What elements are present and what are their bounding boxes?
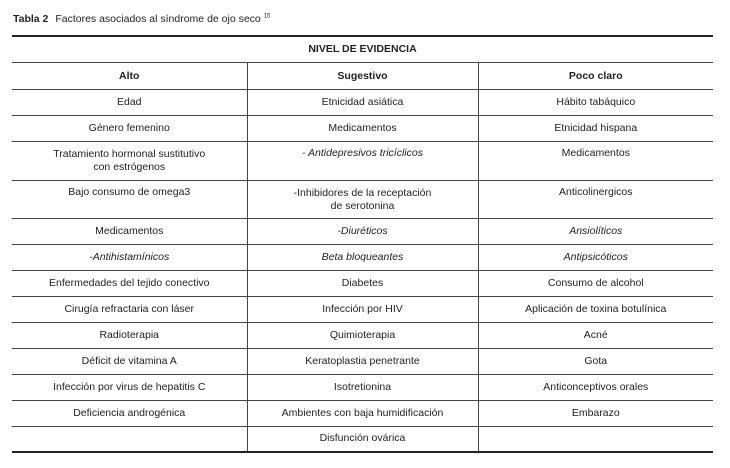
table-cell: Disfunción ovárica xyxy=(247,427,478,452)
evidence-table xyxy=(12,35,713,453)
table-cell: -Antihistamínicos xyxy=(12,245,247,271)
table-cell: Isotretionina xyxy=(247,375,478,401)
table-cell: Infección por virus de hepatitis C xyxy=(12,375,247,401)
table-row xyxy=(12,271,713,297)
table-row xyxy=(12,90,713,116)
caption-text: Factores asociados al síndrome de ojo seco xyxy=(55,13,261,25)
table-row xyxy=(12,427,713,452)
table-cell: Etnicidad asiática xyxy=(247,90,478,116)
table-cell: Ansiolíticos xyxy=(478,219,713,245)
table-cell: - Antidepresivos tricíclicos xyxy=(247,142,478,181)
table-row xyxy=(12,116,713,142)
table-row xyxy=(12,142,713,181)
table-cell: Keratoplastia penetrante xyxy=(247,349,478,375)
table-row xyxy=(12,245,713,271)
table-cell: Beta bloqueantes xyxy=(247,245,478,271)
table-cell: -Inhibidores de la receptación de serotonina xyxy=(247,181,478,219)
table-cell: Antipsicóticos xyxy=(478,245,713,271)
table-cell: Quimioterapia xyxy=(247,323,478,349)
table-row xyxy=(12,401,713,427)
table-cell: Tratamiento hormonal sustitutivo con estrógenos xyxy=(12,142,247,181)
table-cell: Radioterapia xyxy=(12,323,247,349)
table-cell: Infección por HIV xyxy=(247,297,478,323)
table-row xyxy=(12,323,713,349)
table-row xyxy=(12,349,713,375)
column-header-poco-claro: Poco claro xyxy=(478,63,713,90)
table-cell: -Diuréticos xyxy=(247,219,478,245)
column-header-alto: Alto xyxy=(12,63,247,90)
table-row xyxy=(12,181,713,219)
column-header-sugestivo: Sugestivo xyxy=(247,63,478,90)
table-cell: Medicamentos xyxy=(247,116,478,142)
group-header: NIVEL DE EVIDENCIA xyxy=(12,36,713,63)
table-row xyxy=(12,219,713,245)
table-cell: Hábito tabáquico xyxy=(478,90,713,116)
table-cell: Deficiencia androgénica xyxy=(12,401,247,427)
caption-reference: 15 xyxy=(263,13,271,20)
table-cell: Déficit de vitamina A xyxy=(12,349,247,375)
table-cell: Anticolinergicos xyxy=(478,181,713,219)
table-cell: Medicamentos xyxy=(478,142,713,181)
table-cell: Anticonceptivos orales xyxy=(478,375,713,401)
table-caption xyxy=(13,13,270,25)
caption-label: Tabla 2 xyxy=(13,13,49,25)
table-cell: Bajo consumo de omega3 xyxy=(12,181,247,219)
table-row xyxy=(12,297,713,323)
table-row xyxy=(12,375,713,401)
table-cell: Edad xyxy=(12,90,247,116)
table-cell: Medicamentos xyxy=(12,219,247,245)
table-cell: Género femenino xyxy=(12,116,247,142)
table-cell: Etnicidad hispana xyxy=(478,116,713,142)
table-cell xyxy=(478,427,713,452)
table-cell: Ambientes con baja humidificación xyxy=(247,401,478,427)
table-cell: Consumo de alcohol xyxy=(478,271,713,297)
table-cell: Gota xyxy=(478,349,713,375)
table-cell: Diabetes xyxy=(247,271,478,297)
table-cell: Acné xyxy=(478,323,713,349)
table-cell: Enfermedades del tejido conectivo xyxy=(12,271,247,297)
table-cell: Aplicación de toxina botulínica xyxy=(478,297,713,323)
table-cell: Embarazo xyxy=(478,401,713,427)
table-cell xyxy=(12,427,247,452)
table-cell: Cirugía refractaria con láser xyxy=(12,297,247,323)
